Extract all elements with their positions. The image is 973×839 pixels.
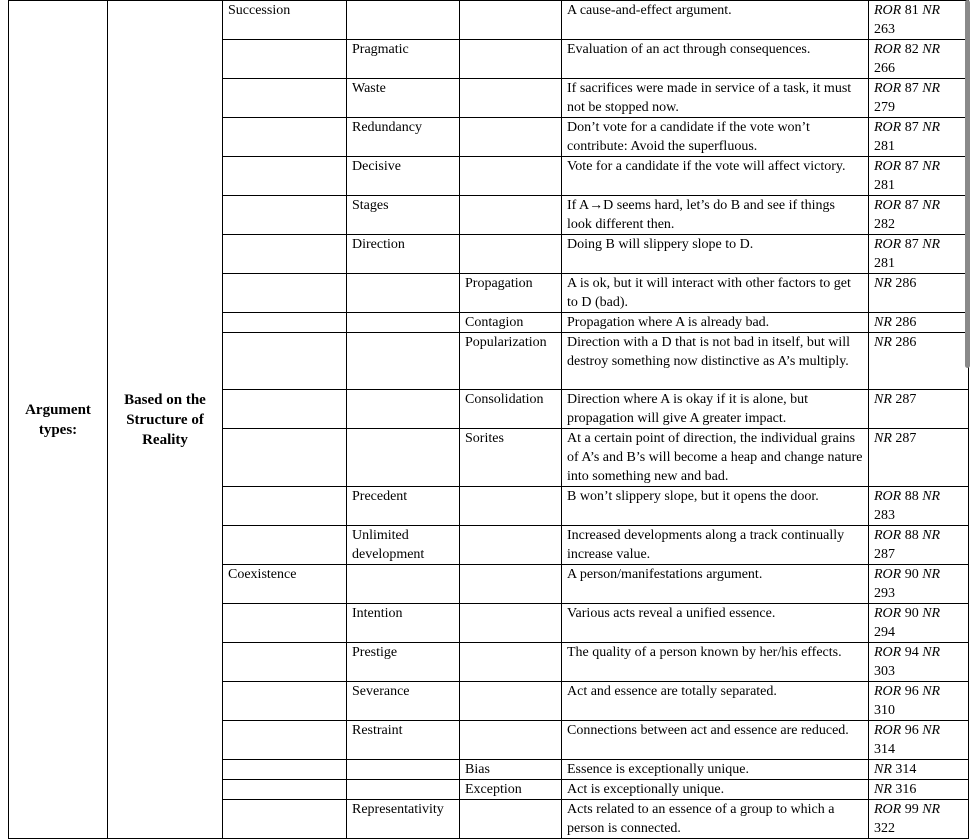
ror-page: 96	[904, 723, 919, 738]
nr-page: 266	[874, 61, 895, 76]
nr-label: NR	[922, 81, 941, 96]
subtype-cell: Unlimited development	[347, 526, 460, 565]
type-cell	[223, 313, 347, 333]
ror-label: ROR	[874, 237, 902, 252]
description-cell: Increased developments along a track continually increase value.	[562, 526, 869, 565]
ror-page: 87	[904, 198, 919, 213]
reference-cell	[869, 526, 969, 565]
ror-label: ROR	[874, 567, 902, 582]
type-cell	[223, 157, 347, 196]
type-cell	[223, 487, 347, 526]
ror-label: ROR	[874, 198, 902, 213]
ror-label: ROR	[874, 489, 902, 504]
description-cell: Connections between act and essence are reduced.	[562, 721, 869, 760]
type-cell	[223, 274, 347, 313]
nr-page: 287	[895, 392, 917, 407]
category-outer-cell: Argument types:	[9, 1, 108, 839]
type-cell	[223, 40, 347, 79]
ror-label: ROR	[874, 723, 902, 738]
sub-subtype-cell: Contagion	[460, 313, 562, 333]
subtype-cell: Representativity	[347, 800, 460, 839]
sub-subtype-cell	[460, 1, 562, 40]
nr-label: NR	[922, 528, 941, 543]
type-cell	[223, 429, 347, 487]
reference-cell	[869, 1, 969, 40]
ror-label: ROR	[874, 684, 902, 699]
nr-label: NR	[922, 489, 941, 504]
description-cell: B won’t slippery slope, but it opens the door.	[562, 487, 869, 526]
sub-subtype-cell	[460, 79, 562, 118]
ror-label: ROR	[874, 645, 902, 660]
ror-page: 99	[904, 802, 919, 817]
description-cell: A cause-and-effect argument.	[562, 1, 869, 40]
reference-cell	[869, 313, 969, 333]
description-cell: Doing B will slippery slope to D.	[562, 235, 869, 274]
sub-subtype-cell	[460, 487, 562, 526]
type-cell	[223, 780, 347, 800]
description-cell: Various acts reveal a unified essence.	[562, 604, 869, 643]
sub-subtype-cell	[460, 682, 562, 721]
description-cell: If A→D seems hard, let’s do B and see if things look different then.	[562, 196, 869, 235]
subtype-cell	[347, 274, 460, 313]
description-cell: Act is exceptionally unique.	[562, 780, 869, 800]
ror-page: 88	[904, 528, 919, 543]
nr-page: 293	[874, 586, 895, 601]
description-cell: The quality of a person known by her/his effects.	[562, 643, 869, 682]
reference-cell	[869, 721, 969, 760]
type-cell	[223, 800, 347, 839]
reference-cell	[869, 565, 969, 604]
type-cell	[223, 390, 347, 429]
description-cell: Propagation where A is already bad.	[562, 313, 869, 333]
ror-label: ROR	[874, 3, 902, 18]
ror-page: 87	[904, 120, 919, 135]
ror-label: ROR	[874, 42, 902, 57]
sub-subtype-cell: Consolidation	[460, 390, 562, 429]
ror-page: 87	[904, 159, 919, 174]
nr-label: NR	[874, 782, 892, 797]
description-cell: Evaluation of an act through consequences.	[562, 40, 869, 79]
sub-subtype-cell: Propagation	[460, 274, 562, 313]
nr-label: NR	[922, 606, 941, 621]
sub-subtype-cell: Exception	[460, 780, 562, 800]
description-cell: Essence is exceptionally unique.	[562, 760, 869, 780]
nr-page: 294	[874, 625, 895, 640]
subtype-cell	[347, 780, 460, 800]
reference-cell	[869, 235, 969, 274]
reference-cell	[869, 682, 969, 721]
reference-cell	[869, 760, 969, 780]
description-cell: Direction where A is okay if it is alone, but propagation will give A greater impact.	[562, 390, 869, 429]
nr-label: NR	[874, 762, 892, 777]
type-cell: Coexistence	[223, 565, 347, 604]
type-cell	[223, 760, 347, 780]
description-cell: Vote for a candidate if the vote will affect victory.	[562, 157, 869, 196]
subtype-cell: Direction	[347, 235, 460, 274]
nr-page: 303	[874, 664, 895, 679]
description-cell: Acts related to an essence of a group to which a person is connected.	[562, 800, 869, 839]
sub-subtype-cell	[460, 721, 562, 760]
nr-label: NR	[874, 431, 892, 446]
reference-cell	[869, 196, 969, 235]
ror-page: 96	[904, 684, 919, 699]
type-cell	[223, 235, 347, 274]
argument-types-table	[8, 0, 969, 839]
ror-page: 90	[904, 606, 919, 621]
type-cell	[223, 333, 347, 390]
subtype-cell	[347, 313, 460, 333]
sub-subtype-cell	[460, 604, 562, 643]
ror-page: 90	[904, 567, 919, 582]
nr-page: 281	[874, 139, 895, 154]
subtype-cell	[347, 760, 460, 780]
ror-page: 82	[904, 42, 919, 57]
type-cell	[223, 196, 347, 235]
description-cell: Don’t vote for a candidate if the vote won’t contribute: Avoid the superfluous.	[562, 118, 869, 157]
nr-label: NR	[922, 645, 941, 660]
nr-label: NR	[922, 3, 941, 18]
description-cell: A person/manifestations argument.	[562, 565, 869, 604]
reference-cell	[869, 800, 969, 839]
reference-cell	[869, 157, 969, 196]
subtype-cell: Decisive	[347, 157, 460, 196]
nr-label: NR	[922, 567, 941, 582]
description-cell: Act and essence are totally separated.	[562, 682, 869, 721]
sub-subtype-cell: Sorites	[460, 429, 562, 487]
reference-cell	[869, 333, 969, 390]
ror-label: ROR	[874, 81, 902, 96]
description-cell: At a certain point of direction, the individual grains of A’s and B’s will become a heap and change nature into something new and bad.	[562, 429, 869, 487]
sub-subtype-cell	[460, 643, 562, 682]
nr-label: NR	[874, 335, 892, 350]
type-cell	[223, 79, 347, 118]
reference-cell	[869, 780, 969, 800]
reference-cell	[869, 487, 969, 526]
reference-cell	[869, 79, 969, 118]
type-cell	[223, 721, 347, 760]
nr-page: 287	[874, 547, 895, 562]
nr-label: NR	[922, 684, 941, 699]
sub-subtype-cell	[460, 800, 562, 839]
sub-subtype-cell	[460, 235, 562, 274]
subtype-cell	[347, 390, 460, 429]
nr-label: NR	[922, 159, 941, 174]
subtype-cell	[347, 565, 460, 604]
reference-cell	[869, 390, 969, 429]
nr-label: NR	[922, 198, 941, 213]
nr-page: 286	[895, 335, 917, 350]
ror-page: 88	[904, 489, 919, 504]
nr-label: NR	[922, 237, 941, 252]
nr-page: 322	[874, 821, 895, 836]
nr-page: 286	[895, 276, 917, 291]
nr-page: 279	[874, 100, 895, 115]
type-cell	[223, 118, 347, 157]
reference-cell	[869, 40, 969, 79]
ror-page: 87	[904, 237, 919, 252]
category-inner-cell: Based on the Structure of Reality	[108, 1, 223, 839]
ror-page: 94	[904, 645, 919, 660]
nr-page: 310	[874, 703, 895, 718]
subtype-cell: Intention	[347, 604, 460, 643]
nr-label: NR	[874, 276, 892, 291]
nr-page: 314	[895, 762, 917, 777]
reference-cell	[869, 643, 969, 682]
nr-label: NR	[922, 120, 941, 135]
nr-page: 281	[874, 256, 895, 271]
type-cell	[223, 526, 347, 565]
subtype-cell: Waste	[347, 79, 460, 118]
type-cell	[223, 643, 347, 682]
sub-subtype-cell	[460, 196, 562, 235]
type-cell: Succession	[223, 1, 347, 40]
nr-label: NR	[874, 315, 892, 330]
sub-subtype-cell	[460, 157, 562, 196]
description-cell: If sacrifices were made in service of a task, it must not be stopped now.	[562, 79, 869, 118]
nr-label: NR	[922, 802, 941, 817]
sub-subtype-cell	[460, 565, 562, 604]
ror-label: ROR	[874, 606, 902, 621]
sub-subtype-cell: Bias	[460, 760, 562, 780]
type-cell	[223, 604, 347, 643]
subtype-cell	[347, 333, 460, 390]
ror-label: ROR	[874, 120, 902, 135]
subtype-cell	[347, 429, 460, 487]
nr-page: 286	[895, 315, 917, 330]
subtype-cell: Redundancy	[347, 118, 460, 157]
subtype-cell: Restraint	[347, 721, 460, 760]
nr-page: 281	[874, 178, 895, 193]
subtype-cell	[347, 1, 460, 40]
ror-label: ROR	[874, 528, 902, 543]
sub-subtype-cell	[460, 118, 562, 157]
nr-page: 314	[874, 742, 895, 757]
reference-cell	[869, 274, 969, 313]
nr-page: 283	[874, 508, 895, 523]
reference-cell	[869, 429, 969, 487]
description-cell: Direction with a D that is not bad in itself, but will destroy something now distinctive as A’s multiply.	[562, 333, 869, 390]
vertical-scrollbar[interactable]	[965, 0, 970, 368]
nr-label: NR	[922, 42, 941, 57]
description-cell: A is ok, but it will interact with other factors to get to D (bad).	[562, 274, 869, 313]
nr-page: 287	[895, 431, 917, 446]
sub-subtype-cell	[460, 40, 562, 79]
subtype-cell: Prestige	[347, 643, 460, 682]
subtype-cell: Pragmatic	[347, 40, 460, 79]
subtype-cell: Stages	[347, 196, 460, 235]
subtype-cell: Precedent	[347, 487, 460, 526]
nr-label: NR	[922, 723, 941, 738]
reference-cell	[869, 604, 969, 643]
nr-page: 282	[874, 217, 895, 232]
ror-label: ROR	[874, 159, 902, 174]
sub-subtype-cell: Popularization	[460, 333, 562, 390]
reference-cell	[869, 118, 969, 157]
nr-page: 316	[895, 782, 917, 797]
nr-page: 263	[874, 22, 895, 37]
ror-label: ROR	[874, 802, 902, 817]
subtype-cell: Severance	[347, 682, 460, 721]
type-cell	[223, 682, 347, 721]
table-row	[9, 1, 969, 40]
ror-page: 87	[904, 81, 919, 96]
nr-label: NR	[874, 392, 892, 407]
ror-page: 81	[904, 3, 919, 18]
sub-subtype-cell	[460, 526, 562, 565]
